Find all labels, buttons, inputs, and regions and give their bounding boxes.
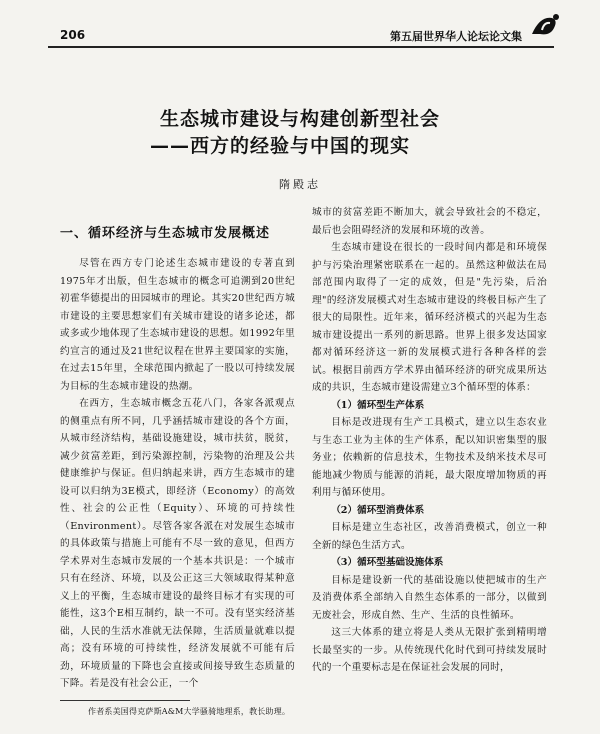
subsection-heading: （2）循环型消费体系 (331, 504, 425, 516)
article-subtitle: ——西方的经验与中国的现实 (150, 135, 411, 157)
paragraph: 目标是建设新一代的基础设施以使把城市的生产及消费体系全部纳入自然生态体系的一部分，以做到无废社会，形成自然、生产、生活的良性循环。 (312, 574, 547, 621)
article-title: 生态城市建设与构建创新型社会 (159, 108, 440, 130)
subsection-heading: （3）循环型基础设施体系 (331, 557, 444, 568)
page-number: 206 (60, 28, 86, 42)
page-header (0, 0, 600, 50)
footnote-divider (60, 700, 190, 701)
subsection-heading: （1）循环型生产体系 (331, 399, 425, 411)
journal-logo-icon (530, 12, 560, 38)
paragraph: 这三大体系的建立将是人类从无限扩张到精明增长最坚实的一步。从传统现代化时代到可持续发展时代的一个重要标志是在保证社会发展的同时， (312, 627, 547, 673)
section-heading: 一、循环经济与生态城市发展概述 (60, 226, 271, 241)
paragraph-continuation: 城市的贫富差距不断加大，就会导致社会的不稳定，最后也会阻碍经济的发展和环境的改善。 (312, 207, 547, 236)
paragraph: 生态城市建设在很长的一段时间内都是和环境保护与污染治理紧密联系在一起的。虽然这种做法在局部范围内取得了一定的成效，但是"先污染，后治理"的经济发展模式对生态城市建设的终极目标产生了很大的局限性。近年来，循环经济模式的兴起为生态城市建设提出一系列的新思路。世界上很多发达国家都对循环经济这一新的发展模式进行各种各样的尝试。根据目前西方学术界由循环经济的研究成果所达成的共识，生态城市建设需建立3个循环型的体系： (312, 242, 547, 393)
paragraph: 目标是建立生态社区，改善消费模式，创立一种全新的绿色生活方式。 (312, 522, 547, 551)
left-column (60, 222, 295, 693)
paragraph: 尽管在西方专门论述生态城市建设的专著直到1975年才出版，但生态城市的概念可追溯到20世纪初霍华德提出的田园城市的理论。其实20世纪西方城市建设的主要思想家们有关城市建设的诸多论述，都或多或少地体现了生态城市建设的思想。如1992年里约宣言的通过及21世纪议程在世界主要国家的实施，在过去15年里，全球范围内掀起了一股以可持续发展为目标的生态城市建设的热潮。 (60, 258, 295, 392)
header-divider (48, 46, 554, 48)
paragraph: 在西方，生态城市概念五花八门，各家各派观点的侧重点有所不同，几乎涵括城市建设的各个方面，从城市经济结构，基础设施建设，城市扶贫，脱贫，减少贫富差距，到污染源控制，污染物的治理及公共健康维护与保证。但归纳起来讲，西方生态城市的建设可以归纳为3E模式，即经济（Economy）的高效性、社会的公正性（Equity）、环境的可持续性（Environment）。尽管各家各派在对发展生态城市的具体政策与措施上可能有不尽一致的意见，但西方学术界对生态城市发展的一个基本共识是：一个城市只有在经济、环境，以及公正这三大领域取得某种意义上的平衡，生态城市建设的最终目标才有实现的可能性，这3个E相互制约，缺一不可。没有坚实经济基础，人民的生活水准就无法保障，生活质量就难以提高；没有环境的可持续性，经济发展就不可能有后劲，环境质量的下降也会直接或间接导致生态质量的下降。若是没有社会公正，一个 (60, 398, 295, 689)
footnote: 作者系美国得克萨斯A&M大学骚骑地理系，教长助理。 (88, 707, 291, 716)
author-name: 隋殿志 (279, 178, 321, 191)
right-column (312, 204, 547, 677)
paragraph: 目标是改进现有生产工具模式，建立以生态农业与生态工业为主体的生产体系，配以知识密集型的服务业；依赖新的信息技术，生物技术及纳米技术尽可能地减少物质与能源的消耗，最大限度增加物质的再利用与循环使用。 (312, 417, 547, 498)
journal-title: 第五届世界华人论坛论文集 (390, 30, 522, 43)
